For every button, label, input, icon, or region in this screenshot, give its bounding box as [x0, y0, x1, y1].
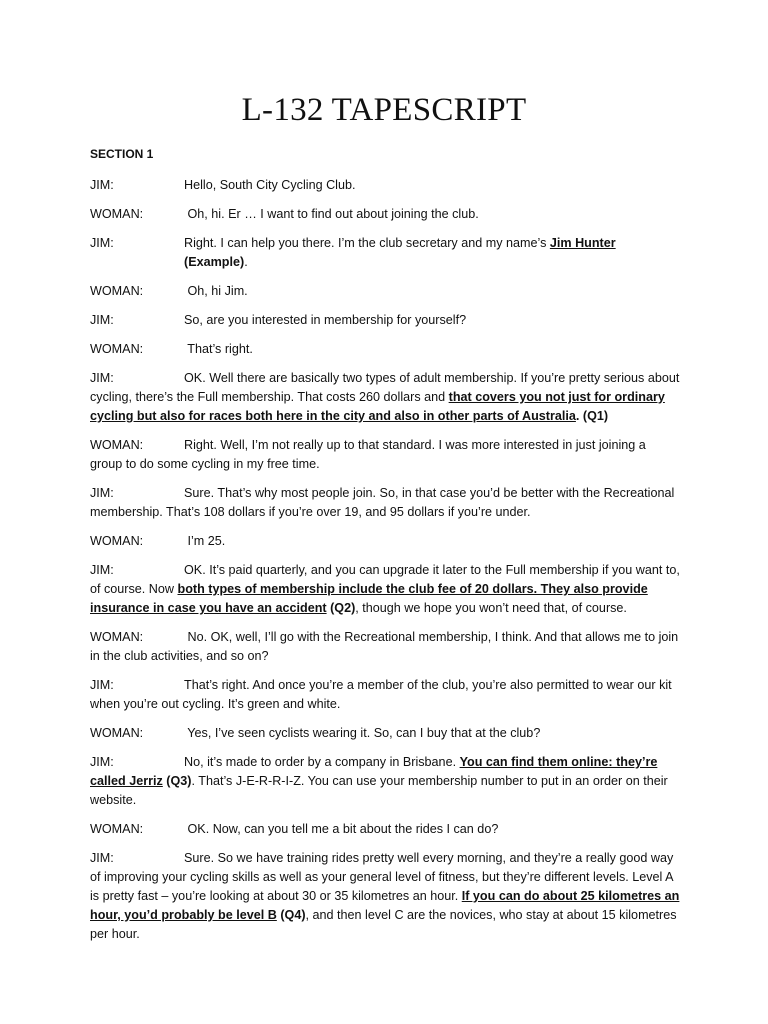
speaker: WOMAN:: [90, 726, 144, 740]
dialogue-paragraph: WOMAN: OK. Now, can you tell me a bit about the rides I can do?: [90, 820, 680, 839]
question-marker: (Q3): [162, 774, 192, 788]
speaker: WOMAN:: [90, 207, 144, 221]
speaker: WOMAN:: [90, 534, 144, 548]
answer-underline: Jim Hunter: [549, 236, 616, 250]
utterance: That’s right.: [184, 342, 253, 356]
section-heading: SECTION 1: [90, 147, 154, 161]
utterance: So, are you interested in membership for yourself?: [184, 313, 467, 327]
speaker: JIM:: [90, 755, 114, 769]
speaker: WOMAN:: [90, 284, 144, 298]
speaker: JIM:: [90, 678, 114, 692]
dialogue-paragraph: JIM: No, it’s made to order by a company in Brisbane. You can find them online: they’re called Jerriz (Q3). That’s J-E-R-R-I-Z. You can use your membership number to put in an order on their website.: [90, 755, 668, 807]
dialogue-line: [90, 311, 680, 330]
dialogue-paragraph: WOMAN: No. OK, well, I’ll go with the Recreational membership, I think. And that allows me to join in the club activities, and so on?: [90, 630, 679, 663]
dialogue-line: [90, 282, 680, 301]
speaker: JIM:: [90, 313, 114, 327]
dialogue-paragraph: JIM: OK. Well there are basically two types of adult membership. If you’re pretty serious about cycling, there’s the Full membership. That costs 260 dollars and that covers you not just for ordinary cycling but also for races both here in the city and also in other parts of Australia. (Q1): [90, 371, 680, 423]
question-marker: (Q2): [326, 601, 356, 615]
dialogue-line: [90, 176, 680, 195]
dialogue-paragraph: JIM: That’s right. And once you’re a member of the club, you’re also permitted to wear our kit when you’re out cycling. It’s green and white.: [90, 678, 672, 711]
speaker: WOMAN:: [90, 822, 144, 836]
question-marker: (Example): [184, 255, 245, 269]
answer-underline: that covers you not just for ordinary cycling but also for races both here in the city and also in other parts of Australia: [90, 390, 665, 423]
question-marker: . (Q1): [575, 409, 609, 423]
dialogue-line: [90, 340, 680, 359]
answer-underline: both types of membership include the club fee of 20 dollars. They also provide insurance in case you have an accident: [90, 582, 648, 615]
dialogue-line: [90, 234, 680, 272]
utterance: Oh, hi. Er … I want to find out about joining the club.: [184, 207, 479, 221]
utterance: Oh, hi Jim.: [184, 284, 248, 298]
speaker: JIM:: [90, 178, 114, 192]
dialogue-paragraph: WOMAN: I’m 25.: [90, 532, 680, 551]
dialogue-paragraph: WOMAN: Right. Well, I’m not really up to that standard. I was more interested in just joining a group to do some cycling in my free time.: [90, 438, 646, 471]
speaker: WOMAN:: [90, 630, 144, 644]
dialogue-paragraph: JIM: Sure. So we have training rides pretty well every morning, and they’re a really good way of improving your cycling skills as well as your general level of fitness, but they’re different levels. Level A is pretty fast – you’re looking at about 30 or 35 kilometres an hour. If you can do about 25 kilometres an hour, you’d probably be level B (Q4), and then level C are the novices, who stay at about 15 kilometres per hour.: [90, 851, 680, 941]
speaker: JIM:: [90, 486, 114, 500]
answer-underline: You can find them online: they’re called Jerriz: [90, 755, 658, 788]
speaker: JIM:: [90, 371, 114, 385]
speaker: JIM:: [90, 236, 114, 250]
speaker: JIM:: [90, 563, 114, 577]
utterance: Hello, South City Cycling Club.: [184, 178, 356, 192]
utterance: Right. I can help you there. I’m the club secretary and my name’s Jim Hunter (Example).: [184, 236, 616, 269]
dialogue-paragraph: WOMAN: Yes, I’ve seen cyclists wearing it. So, can I buy that at the club?: [90, 724, 680, 743]
question-marker: (Q4): [276, 908, 306, 922]
document-title: L-132 TAPESCRIPT: [241, 92, 527, 128]
dialogue-paragraph: JIM: OK. It’s paid quarterly, and you can upgrade it later to the Full membership if you want to, of course. Now both types of membership include the club fee of 20 dollars. They also provide insurance in case you have an accident (Q2), though we hope you won’t need that, of course.: [90, 563, 680, 615]
answer-underline: If you can do about 25 kilometres an hour, you’d probably be level B: [90, 889, 680, 922]
speaker: JIM:: [90, 851, 114, 865]
speaker: WOMAN:: [90, 438, 144, 452]
dialogue-paragraph: JIM: Sure. That’s why most people join. So, in that case you’d be better with the Recreational membership. That’s 108 dollars if you’re over 19, and 95 dollars if you’re under.: [90, 486, 675, 519]
transcript-body: [90, 176, 680, 954]
speaker: WOMAN:: [90, 342, 144, 356]
dialogue-line: [90, 205, 680, 224]
